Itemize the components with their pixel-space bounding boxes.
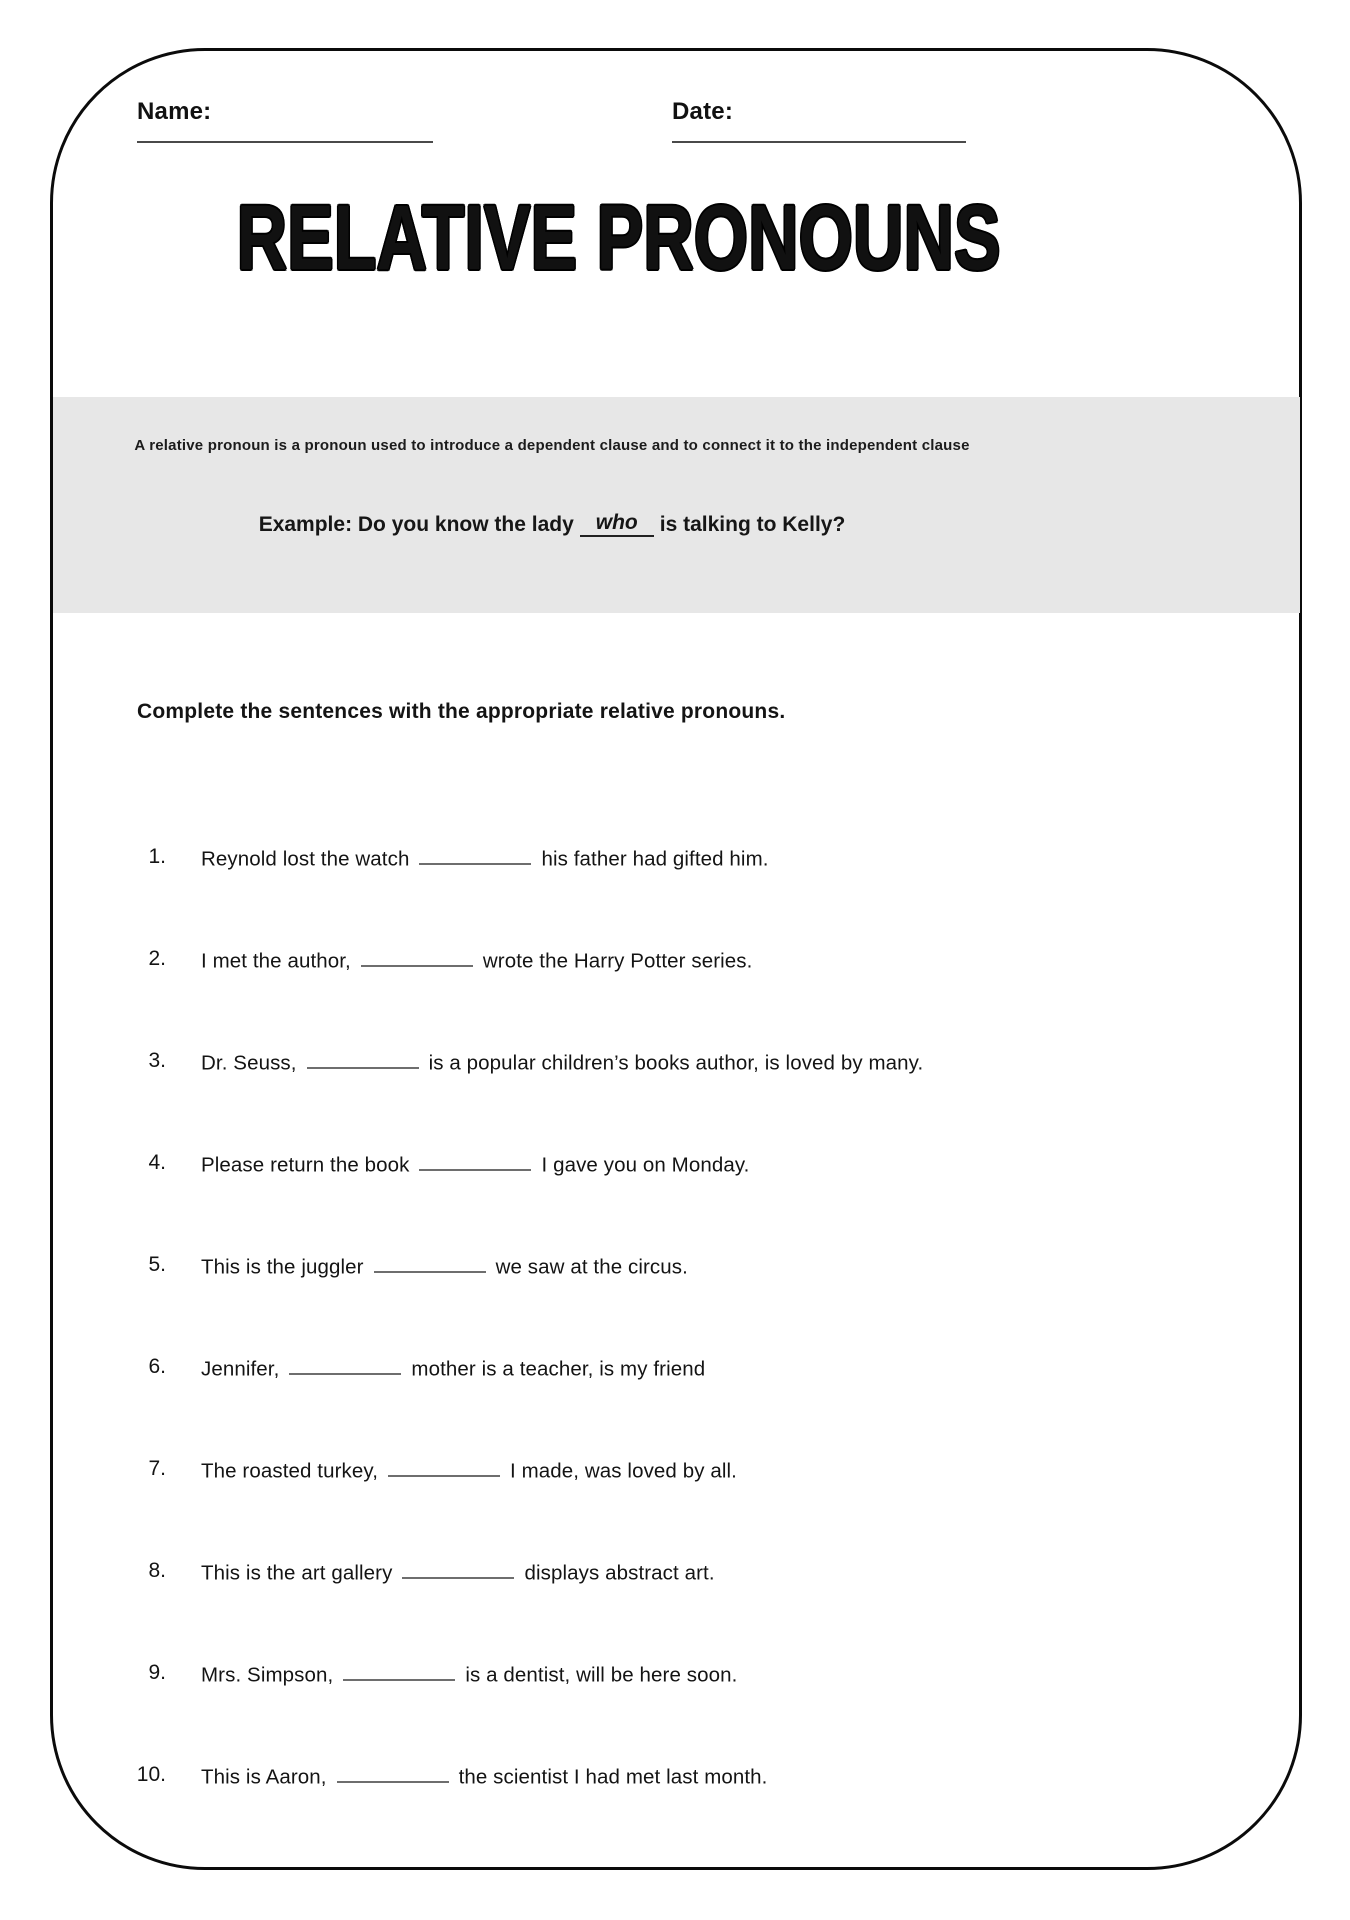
question-text <box>201 1047 923 1076</box>
question-row <box>104 1010 1264 1112</box>
question-row <box>104 1214 1264 1316</box>
question-text-before: Reynold lost the watch <box>201 847 410 871</box>
question-text-after: I gave you on Monday. <box>541 1153 750 1177</box>
question-text-after: the scientist I had met last month. <box>458 1765 768 1789</box>
question-list <box>104 806 1264 1826</box>
question-text-before: This is Aaron, <box>201 1765 327 1789</box>
question-text-after: wrote the Harry Potter series. <box>482 949 753 973</box>
question-text-before: Mrs. Simpson, <box>201 1663 334 1687</box>
answer-blank-line[interactable] <box>361 945 473 968</box>
question-number: 3. <box>148 1049 166 1072</box>
question-text-after: I made, was loved by all. <box>510 1459 737 1483</box>
question-text-before: This is the juggler <box>201 1255 364 1279</box>
question-number: 2. <box>148 947 166 970</box>
question-row <box>104 1418 1264 1520</box>
answer-blank-line[interactable] <box>388 1455 500 1478</box>
question-number: 6. <box>148 1355 166 1378</box>
date-fill-line[interactable] <box>672 141 966 143</box>
name-label: Name: <box>137 98 212 125</box>
question-text-before: Jennifer, <box>201 1357 280 1381</box>
question-text <box>201 1659 737 1688</box>
question-text-before: The roasted turkey, <box>201 1459 378 1483</box>
question-text-before: Dr. Seuss, <box>201 1051 297 1075</box>
question-number: 5. <box>148 1253 166 1276</box>
example-suffix: is talking to Kelly? <box>659 513 846 536</box>
question-text-before: Please return the book <box>201 1153 410 1177</box>
question-text <box>201 843 769 872</box>
question-number: 4. <box>148 1151 166 1174</box>
question-text-before: This is the art gallery <box>201 1561 393 1585</box>
question-text-after: is a popular children’s books author, is loved by many. <box>428 1051 924 1075</box>
example-answer-line <box>580 511 654 537</box>
worksheet-title: RELATIVE PRONOUNS <box>236 187 1001 289</box>
answer-blank-line[interactable] <box>419 843 531 866</box>
answer-blank-line[interactable] <box>419 1149 531 1172</box>
question-text-before: I met the author, <box>201 949 351 973</box>
question-row <box>104 1316 1264 1418</box>
question-number: 9. <box>148 1661 166 1684</box>
question-row <box>104 1724 1264 1826</box>
definition-text: A relative pronoun is a pronoun used to introduce a dependent clause and to connect it to the independent clause <box>134 437 970 454</box>
question-number: 10. <box>136 1763 166 1786</box>
question-text <box>201 1761 767 1790</box>
definition-box <box>53 397 1300 613</box>
question-text <box>201 945 752 974</box>
question-number: 7. <box>148 1457 166 1480</box>
example-sentence <box>62 513 1042 537</box>
question-row <box>104 1112 1264 1214</box>
question-text-after: is a dentist, will be here soon. <box>465 1663 738 1687</box>
question-row <box>104 1520 1264 1622</box>
example-answer-word: who <box>595 511 638 534</box>
question-text <box>201 1557 715 1586</box>
question-row <box>104 908 1264 1010</box>
answer-blank-line[interactable] <box>374 1251 486 1274</box>
instruction-text: Complete the sentences with the appropriate relative pronouns. <box>137 700 786 723</box>
date-label: Date: <box>672 98 734 125</box>
question-number: 8. <box>148 1559 166 1582</box>
question-text <box>201 1455 737 1484</box>
question-text-after: his father had gifted him. <box>541 847 769 871</box>
example-prefix: Example: Do you know the lady <box>258 513 574 536</box>
question-text <box>201 1353 705 1382</box>
question-text-after: we saw at the circus. <box>495 1255 688 1279</box>
answer-blank-line[interactable] <box>402 1557 514 1580</box>
answer-blank-line[interactable] <box>289 1353 401 1376</box>
answer-blank-line[interactable] <box>343 1659 455 1682</box>
question-text <box>201 1251 688 1280</box>
question-number: 1. <box>148 845 166 868</box>
name-fill-line[interactable] <box>137 141 433 143</box>
question-row <box>104 1622 1264 1724</box>
question-row <box>104 806 1264 908</box>
answer-blank-line[interactable] <box>307 1047 419 1070</box>
question-text-after: mother is a teacher, is my friend <box>411 1357 706 1381</box>
question-text <box>201 1149 749 1178</box>
answer-blank-line[interactable] <box>337 1761 449 1784</box>
question-text-after: displays abstract art. <box>524 1561 715 1585</box>
